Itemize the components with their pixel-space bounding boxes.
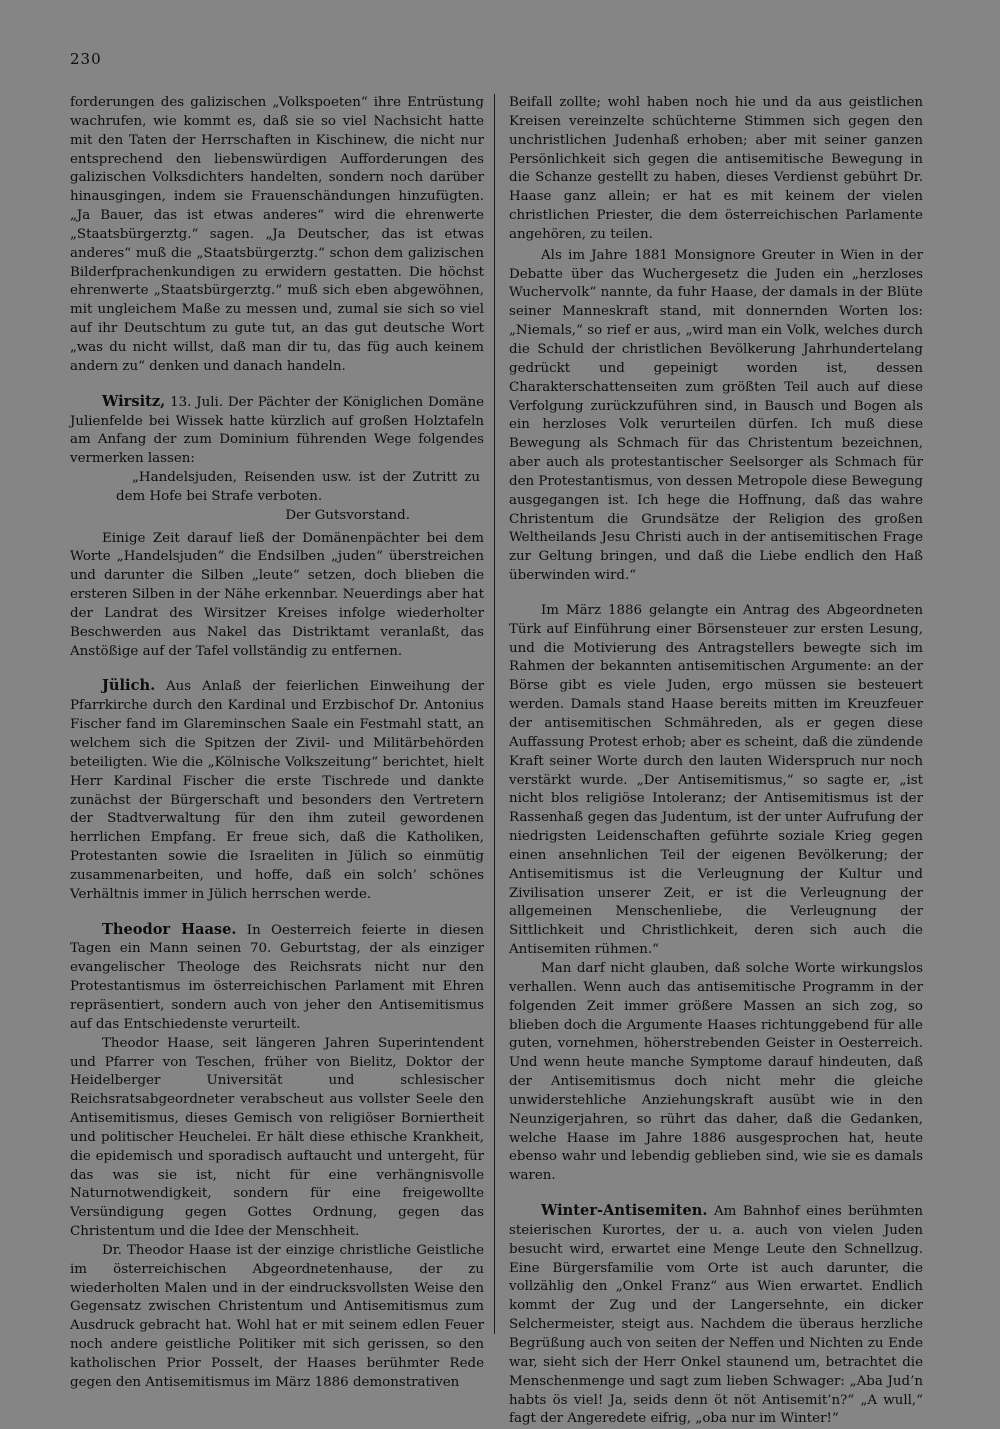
paragraph-text: Dr. Theodor Haase ist der einzige christliche Geistliche im österreichischen Abgeordnetenhause, der zu wiederholten Malen und in der eindrucksvollsten Weise den Gegensatz zwischen Christentum und Antisemitismus zum Ausdruck gebracht hat. Wohl hat er mit seinem edlen Feuer noch andere geistliche Politiker mit sich gerissen, so den katholischen Prior Posselt, der Haases berühmter Rede gegen den Antisemitismus im März 1886 demonstrativen — [70, 1242, 484, 1390]
article-heading: Winter-Antisemiten. — [541, 1202, 708, 1220]
article-paragraph — [509, 1202, 923, 1429]
paragraph-text: Der Gutsvorstand. — [285, 507, 410, 523]
notice-signature — [70, 507, 484, 526]
paragraph-text: 13. Juli. Der Pächter der Königlichen Domäne Julienfelde bei Wissek hatte kürzlich auf großen Holztafeln am Anfang der zum Dominium führenden Wege folgendes vermerken lassen: — [70, 394, 484, 467]
paragraph — [509, 247, 923, 586]
paragraph — [509, 94, 923, 245]
paragraph — [509, 602, 923, 960]
paragraph-text: „Handelsjuden, Reisenden usw. ist der Zutritt zu dem Hofe bei Strafe verboten. — [116, 470, 480, 504]
article-heading: Theodor Haase. — [102, 920, 237, 938]
article-heading: Wirsitz, — [102, 392, 166, 410]
paragraph-text: Im März 1886 gelangte ein Antrag des Abgeordneten Türk auf Einführung einer Börsensteuer zur ersten Lesung, und die Motivierung des Antragstellers bewegte sich im Rahmen der bekannten antisemitischen Argumente: an der Börse gibt es viele Juden, ergo müssen sie besteuert werden. Damals stand Haase bereits mitten im Kreuzfeuer der antisemitischen Schmähreden, als er gegen diese Auffassung Protest erhob; aber es scheint, daß die zündende Kraft seiner Worte durch den lauten Widerspruch nur noch verstärkt wurde. „Der Antisemitismus,“ so sagte er, „ist nicht blos religiöse Intoleranz; der Antisemitismus ist der Rassenhaß gegen das Judentum, ist der unter Aufrufung der niedrigsten Leidenschaften geführte soziale Krieg gegen einen ansehnlichen Teil der eigenen Bevölkerung; der Antisemitismus ist die Verleugnung der Kultur und Zivilisation unserer Zeit, er ist die Verleugnung der allgemeinen Menschenliebe, die Verleugnung der Sittlichkeit und Christlichkeit, deren sich auch die Antisemiten rühmen.“ — [509, 602, 923, 958]
article-heading: Jülich. — [102, 677, 156, 695]
notice-text — [70, 469, 484, 507]
paragraph-text: In Oesterreich feierte in diesen Tagen ein Mann seinen 70. Geburtstag, der als einziger evangelischer Theologe des Reichsrats nicht nur den Protestantismus im österreichischen Parlament mit Ehren repräsentiert, sondern auch von jeher den Antisemitismus auf das Entschiedenste verurteilt. — [70, 922, 484, 1032]
article-paragraph — [70, 393, 484, 469]
paragraph-text: Beifall zollte; wohl haben noch hie und da aus geistlichen Kreisen vereinzelte schüchterne Stimmen sich gegen den unchristlichen Judenhaß erhoben; aber mit seiner ganzen Persönlichkeit sich gegen die antisemitische Bewegung in die Schanze gestellt zu haben, dieses Verdienst gebührt Dr. Haase ganz allein; er hat es mit keinem der vielen christlichen Priester, die dem österreichischen Parlamente angehören, zu teilen. — [509, 95, 923, 242]
paragraph — [509, 960, 923, 1186]
paragraph-text: Einige Zeit darauf ließ der Domänenpächter bei dem Worte „Handelsjuden“ die Endsilben „juden“ überstreichen und darunter die Silben „leute“ setzen, doch blieben die ersteren Silben in der Nähe erkennbar. Neuerdings aber hat der Landrat des Wirsitzer Kreises infolge wiederholter Beschwerden aus Nakel das Distriktamt veranlaßt, das Anstößige auf der Tafel vollständig zu entfernen. — [70, 530, 484, 659]
article-paragraph — [70, 921, 484, 1035]
paragraph-text: Man darf nicht glauben, daß solche Worte wirkungslos verhallen. Wenn auch das antisemitische Programm in der folgenden Zeit immer größere Massen an sich zog, so blieben doch die Argumente Haases richtunggebend für alle guten, vornehmen, höherstrebenden Geister in Oesterreich. Und wenn heute manche Symptome darauf hindeuten, daß der Antisemitismus doch nicht mehr die gleiche unwiderstehliche Anziehungskraft ausübt wie in den Neunzigerjahren, so rührt das daher, daß die Gedanken, welche Haase im Jahre 1886 ausgesprochen hat, heute ebenso wahr und lebendig geblieben sind, wie sie es damals waren. — [509, 960, 923, 1184]
left-column — [70, 94, 484, 1393]
paragraph — [70, 1035, 484, 1242]
paragraph-text: Aus Anlaß der feierlichen Einweihung der Pfarrkirche durch den Kardinal und Erzbischof Dr. Antonius Fischer fand im Glareminschen Saale ein Festmahl statt, an welchem sich die Spitzen der Zivil- und Militärbehörden beteiligten. Wie die „Kölnische Volkszeitung“ berichtet, hielt Herr Kardinal Fischer die erste Tischrede und dankte zunächst der Bürgerschaft und besonders den Vertretern der Stadtverwaltung für den ihm zuteil gewordenen herrlichen Empfang. Er freue sich, daß die Katholiken, Protestanten sowie die Israeliten in Jülich so einmütig zusammenarbeiten, und hoffe, daß ein solch’ schönes Verhältnis immer in Jülich herrschen werde. — [70, 679, 484, 902]
paragraph-text: Als im Jahre 1881 Monsignore Greuter in Wien in der Debatte über das Wuchergesetz die Juden ein „herzloses Wuchervolk“ nannte, da fuhr Haase, der damals in der Blüte seiner Manneskraft stand, mit donnernden Worten los: „Niemals,“ so rief er aus, „wird man ein Volk, welches durch die Schuld der christlichen Bevölkerung Jahrhundertelang gedrückt und gepeinigt worden ist, dessen Charakterschattenseiten zum größten Teil auch auf diese Verfolgung zurückzuführen sind, in Bausch und Bogen als ein herzloses Volk verurteilen dürfen. Ich muß diese Bewegung als Schmach für das Christentum bezeichnen, aber auch als protestantischer Seelsorger als Schmach für den Protestantismus, von dessen Metropole diese Bewegung ausgegangen ist. Ich hege die Hoffnung, daß das wahre Christentum die Grundsätze der Religion des großen Weltheilands Jesu Christi auch in der antisemitischen Frage zur Geltung bringen, und daß die Liebe endlich den Haß überwinden wird.“ — [509, 247, 923, 584]
paragraph-text: Theodor Haase, seit längeren Jahren Superintendent und Pfarrer von Teschen, früher von Bielitz, Doktor der Heidelberger Universität und schlesischer Reichsratsabgeordneter verabscheut aus vollster Seele den Antisemitismus, dieses Gemisch von religiöser Borniertheit und politischer Heuchelei. Er hält diese ethische Krankheit, die epidemisch und sporadisch auftaucht und untergeht, für das was sie ist, nicht für eine verhängnisvolle Naturnotwendigkeit, sondern für eine freigewollte Versündigung gegen Gottes Ordnung, gegen das Christentum und die Idee der Menschheit. — [70, 1035, 484, 1240]
paragraph — [70, 94, 484, 377]
article-paragraph — [70, 677, 484, 904]
column-divider — [494, 94, 495, 1334]
paragraph-text: forderungen des galizischen „Volkspoeten“ ihre Entrüstung wachrufen, wie kommt es, daß sie so viel Nachsicht hatte mit den Taten der Herrschaften in Kischinew, die nicht nur entsprechend den liebenswürdigen Aufforderungen des galizischen Volksdichters handelten, sondern noch darüber hinausgingen, indem sie Frauenschändungen hinzufügten. „Ja Bauer, das ist etwas anderes“ wird die ehrenwerte „Staatsbürgerztg.“ sagen. „Ja Deutscher, das ist etwas anderes“ muß die „Staatsbürgerztg.“ schon dem galizischen Bilderfprachenkundigen zu erwidern gestatten. Die höchst ehrenwerte „Staatsbürgerztg.“ muß sich eben abgewöhnen, mit ungleichem Maße zu messen und, zumal sie sich so viel auf ihr Deutschtum zu gute tut, an das gut deutsche Wort „was du nicht willst, daß man dir tu, das füg auch keinem andern zu“ denken und danach handeln. — [70, 95, 484, 374]
page-number: 230 — [70, 50, 102, 68]
right-column — [509, 94, 923, 1429]
paragraph — [70, 530, 484, 662]
paragraph-text: Am Bahnhof eines berühmten steierischen Kurortes, der u. a. auch von vielen Juden besucht wird, erwartet eine Menge Leute den Schnellzug. Eine Bürgersfamilie vom Orte ist auch darunter, die vollzählig den „Onkel Franz“ aus Wien erwartet. Endlich kommt der Zug und der Langersehnte, ein dicker Selchermeister, steigt aus. Nachdem die überaus herzliche Begrüßung auch von seiten der Neffen und Nichten zu Ende war, sieht sich der Herr Onkel staunend um, betrachtet die Menschenmenge und sagt zum lieben Schwager: „Aba Jud’n habts ös viel! Ja, seids denn öt nöt Antisemit’n?“ „A wull,“ fagt der Angeredete eifrig, „oba nur im Winter!“ — [509, 1204, 923, 1427]
paragraph — [70, 1242, 484, 1393]
